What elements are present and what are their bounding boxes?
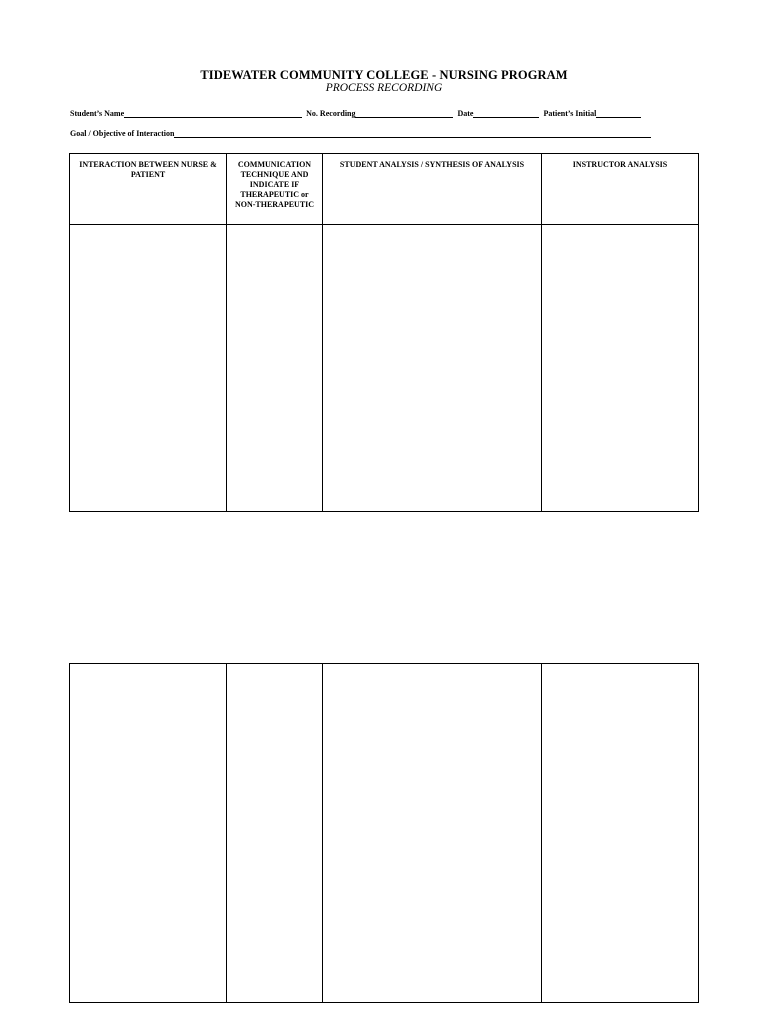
student-analysis-cell[interactable] xyxy=(323,664,542,1002)
communication-technique-cell[interactable] xyxy=(227,225,323,511)
communication-technique-cell[interactable] xyxy=(227,664,323,1002)
interaction-cell[interactable] xyxy=(70,225,227,511)
interaction-cell[interactable] xyxy=(70,664,227,1002)
process-recording-table-continued xyxy=(69,663,699,1003)
date-label: Date xyxy=(457,109,474,118)
student-analysis-cell[interactable] xyxy=(323,225,542,511)
form-title: TIDEWATER COMMUNITY COLLEGE - NURSING PROGRAM xyxy=(200,68,568,82)
process-recording-table xyxy=(69,153,699,512)
instructor-analysis-cell[interactable] xyxy=(542,664,698,1002)
student-name-field[interactable] xyxy=(124,108,302,118)
goal-field[interactable] xyxy=(174,128,651,138)
patient-initial-field[interactable] xyxy=(596,108,641,118)
form-subtitle: PROCESS RECORDING xyxy=(325,82,443,94)
student-name-label: Student’s Name xyxy=(70,109,125,118)
column-header-communication-technique: COMMUNICATION TECHNIQUE AND INDICATE IF THERAPEUTIC or NON-THERAPEUTIC xyxy=(227,154,323,225)
column-header-instructor-analysis: INSTRUCTOR ANALYSIS xyxy=(542,154,698,225)
patient-initial-label: Patient’s Initial xyxy=(543,109,597,118)
column-header-student-analysis: STUDENT ANALYSIS / SYNTHESIS OF ANALYSIS xyxy=(323,154,542,225)
no-recording-field[interactable] xyxy=(355,108,453,118)
goal-label: Goal / Objective of Interaction xyxy=(70,129,175,138)
date-field[interactable] xyxy=(473,108,539,118)
no-recording-label: No. Recording xyxy=(306,109,356,118)
goal-row xyxy=(70,128,651,138)
instructor-analysis-cell[interactable] xyxy=(542,225,698,511)
column-header-interaction: INTERACTION BETWEEN NURSE & PATIENT xyxy=(70,154,227,225)
student-info-row xyxy=(70,108,641,118)
